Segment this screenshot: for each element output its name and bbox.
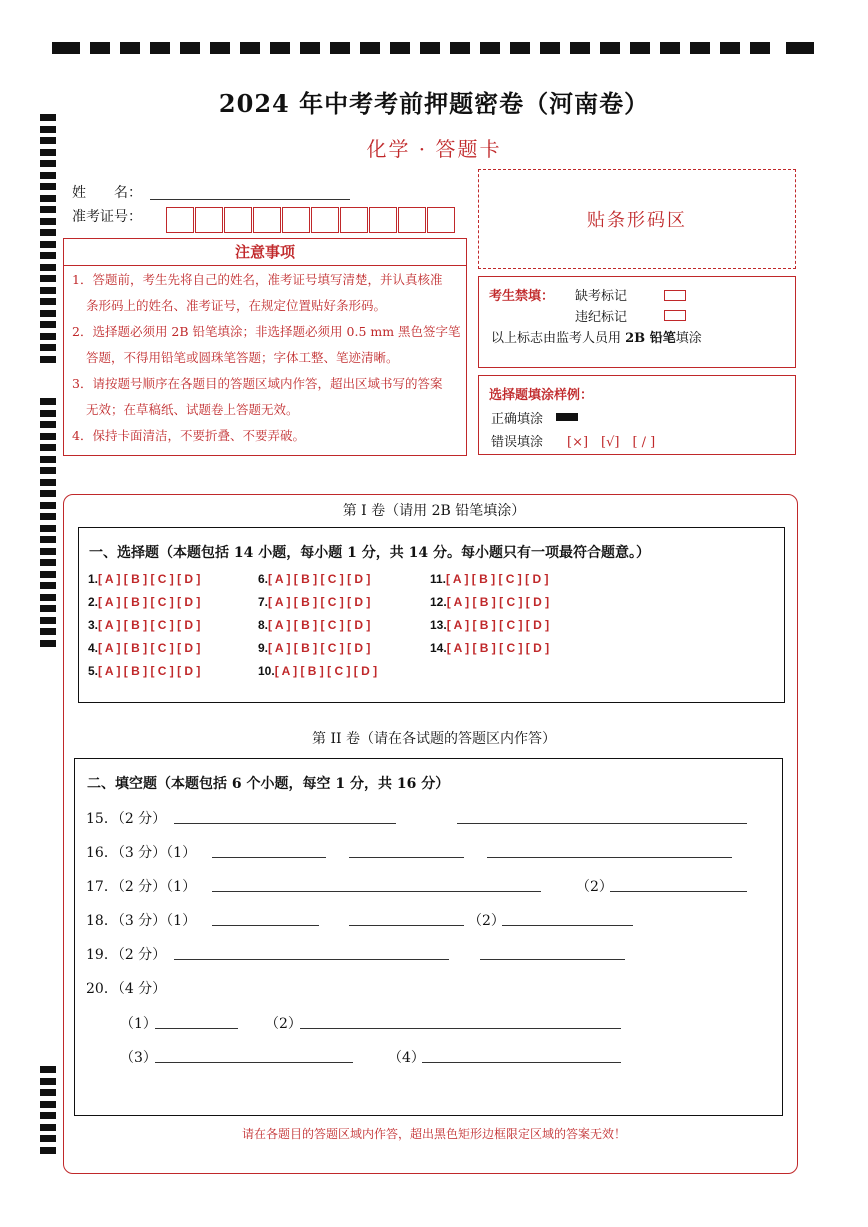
sample-title: 选择题填涂样例： bbox=[489, 388, 594, 403]
timing-mark bbox=[40, 594, 56, 601]
timing-mark bbox=[40, 218, 56, 225]
choice-question-10[interactable] bbox=[258, 664, 377, 678]
timing-mark bbox=[40, 241, 56, 248]
page-subtitle: 化学 · 答题卡 bbox=[366, 137, 502, 161]
choice-section-title: 一、选择题（本题包括 14 小题，每小题 1 分，共 14 分。每小题只有一项最符合题意。） bbox=[89, 545, 650, 561]
timing-mark bbox=[40, 617, 56, 624]
choice-number: 4. bbox=[88, 641, 99, 655]
id-digit-box[interactable] bbox=[369, 207, 397, 233]
timing-mark bbox=[40, 252, 56, 259]
choice-number: 14. bbox=[430, 641, 447, 655]
choice-number: 11. bbox=[430, 572, 447, 586]
q20-part1-label: （1） bbox=[120, 1016, 157, 1032]
timing-mark bbox=[40, 321, 56, 328]
page-title: 2024 年中考考前押题密卷（河南卷） bbox=[218, 89, 650, 118]
q17-label: 17．（2 分）（1） bbox=[86, 879, 197, 895]
choice-options[interactable]: [ A ] [ B ] [ C ] [ D ] bbox=[446, 618, 550, 632]
id-label: 准考证号： bbox=[72, 209, 142, 225]
q18-label: 18．（3 分）（1） bbox=[86, 913, 197, 929]
timing-mark bbox=[40, 195, 56, 202]
timing-mark bbox=[40, 298, 56, 305]
q16-label: 16．（3 分）（1） bbox=[86, 845, 197, 861]
q17-blank-1[interactable] bbox=[212, 891, 541, 892]
choice-question-4[interactable] bbox=[88, 641, 200, 655]
timing-mark bbox=[40, 467, 56, 474]
timing-mark bbox=[40, 344, 56, 351]
timing-marks-top bbox=[52, 42, 814, 54]
q19-blank-1[interactable] bbox=[174, 959, 449, 960]
choice-options[interactable]: [ A ] [ B ] [ C ] [ D ] bbox=[98, 572, 201, 586]
q16-blank-2[interactable] bbox=[349, 857, 464, 858]
timing-mark bbox=[40, 1147, 56, 1154]
part1-title: 第 I 卷（请用 2B 铅笔填涂） bbox=[342, 503, 526, 519]
choice-number: 7. bbox=[258, 595, 269, 609]
absent-mark-box[interactable] bbox=[664, 290, 686, 301]
wrong-label: 错误填涂 bbox=[491, 435, 544, 450]
timing-mark bbox=[40, 183, 56, 190]
q18-blank-2[interactable] bbox=[349, 925, 464, 926]
choice-number: 9. bbox=[258, 641, 269, 655]
choice-number: 2. bbox=[88, 595, 99, 609]
notice-box bbox=[63, 238, 467, 456]
timing-mark bbox=[40, 479, 56, 486]
q20-blank-3[interactable] bbox=[155, 1062, 353, 1063]
timing-mark bbox=[40, 206, 56, 213]
q18-blank-3[interactable] bbox=[502, 925, 633, 926]
q17-part2-label: （2） bbox=[576, 879, 613, 895]
choice-question-8[interactable] bbox=[258, 618, 370, 632]
timing-mark bbox=[40, 410, 56, 417]
violation-label: 违纪标记 bbox=[575, 310, 628, 325]
q19-blank-2[interactable] bbox=[480, 959, 625, 960]
notice-line: 答题，不得用铅笔或圆珠笔答题；字体工整、笔迹清晰。 bbox=[86, 350, 399, 365]
timing-mark bbox=[40, 229, 56, 236]
q16-blank-3[interactable] bbox=[487, 857, 732, 858]
choice-number: 1. bbox=[88, 572, 99, 586]
choice-options[interactable]: [ A ] [ B ] [ C ] [ D ] bbox=[268, 618, 371, 632]
notice-line: 1．答题前，考生先将自己的姓名，准考证号填写清楚，并认真核准 bbox=[72, 272, 443, 287]
q20-blank-2[interactable] bbox=[300, 1028, 621, 1029]
timing-mark bbox=[40, 628, 56, 635]
timing-mark bbox=[40, 444, 56, 451]
choice-question-6[interactable] bbox=[258, 572, 370, 586]
id-digit-box[interactable] bbox=[340, 207, 368, 233]
barcode-area: 贴条形码区 bbox=[478, 169, 796, 269]
timing-mark bbox=[40, 310, 56, 317]
choice-options[interactable]: [ A ] [ B ] [ C ] [ D ] bbox=[268, 595, 371, 609]
q15-blank-2[interactable] bbox=[457, 823, 747, 824]
timing-mark bbox=[40, 126, 56, 133]
timing-mark bbox=[40, 490, 56, 497]
timing-mark bbox=[40, 571, 56, 578]
timing-mark bbox=[40, 287, 56, 294]
choice-options[interactable]: [ A ] [ B ] [ C ] [ D ] bbox=[446, 572, 549, 586]
q15-label: 15．（2 分） bbox=[86, 811, 167, 827]
notice-line: 4．保持卡面清洁，不要折叠、不要弄破。 bbox=[72, 428, 305, 443]
name-label: 姓 名： bbox=[72, 185, 142, 201]
id-digit-box[interactable] bbox=[253, 207, 281, 233]
id-digit-box[interactable] bbox=[195, 207, 223, 233]
choice-question-2[interactable] bbox=[88, 595, 200, 609]
choice-question-13[interactable] bbox=[430, 618, 549, 632]
timing-mark bbox=[40, 398, 56, 405]
q18-part2-label: （2） bbox=[468, 913, 505, 929]
choice-options[interactable]: [ A ] [ B ] [ C ] [ D ] bbox=[268, 572, 371, 586]
choice-options[interactable]: [ A ] [ B ] [ C ] [ D ] bbox=[98, 618, 201, 632]
choice-question-7[interactable] bbox=[258, 595, 370, 609]
choice-options[interactable]: [ A ] [ B ] [ C ] [ D ] bbox=[98, 664, 201, 678]
choice-number: 13. bbox=[430, 618, 447, 632]
timing-mark bbox=[40, 1078, 56, 1085]
id-digit-box[interactable] bbox=[311, 207, 339, 233]
q17-blank-2[interactable] bbox=[610, 891, 747, 892]
choice-question-11[interactable] bbox=[430, 572, 548, 586]
choice-number: 3. bbox=[88, 618, 99, 632]
forbidden-label: 考生禁填： bbox=[489, 289, 555, 304]
q20-blank-1[interactable] bbox=[155, 1028, 238, 1029]
timing-mark bbox=[40, 640, 56, 647]
part2-title: 第 II 卷（请在各试题的答题区内作答） bbox=[312, 731, 556, 747]
timing-mark bbox=[40, 172, 56, 179]
timing-mark bbox=[40, 548, 56, 555]
id-digit-box[interactable] bbox=[224, 207, 252, 233]
timing-mark bbox=[40, 525, 56, 532]
notice-line: 2．选择题必须用 2B 铅笔填涂；非选择题必须用 0.5 mm 黑色签字笔 bbox=[72, 324, 461, 339]
timing-mark bbox=[40, 356, 56, 363]
q20-label: 20．（4 分） bbox=[86, 981, 167, 997]
choice-question-14[interactable] bbox=[430, 641, 549, 655]
timing-mark bbox=[40, 333, 56, 340]
choice-number: 12. bbox=[430, 595, 447, 609]
absent-label: 缺考标记 bbox=[575, 289, 628, 304]
choice-options[interactable]: [ A ] [ B ] [ C ] [ D ] bbox=[446, 595, 550, 609]
timing-mark bbox=[40, 456, 56, 463]
timing-mark bbox=[40, 1066, 56, 1073]
wrong-marks: [×] [√] [ / ] bbox=[567, 435, 656, 450]
id-digit-box[interactable] bbox=[166, 207, 194, 233]
choice-options[interactable]: [ A ] [ B ] [ C ] [ D ] bbox=[268, 641, 371, 655]
correct-label: 正确填涂 bbox=[491, 412, 544, 427]
id-digit-box[interactable] bbox=[427, 207, 455, 233]
q20-blank-4[interactable] bbox=[422, 1062, 621, 1063]
notice-line: 3．请按题号顺序在各题目的答题区域内作答，超出区域书写的答案 bbox=[72, 376, 443, 391]
id-digit-box[interactable] bbox=[282, 207, 310, 233]
choice-question-9[interactable] bbox=[258, 641, 370, 655]
choice-number: 6. bbox=[258, 572, 269, 586]
choice-question-12[interactable] bbox=[430, 595, 549, 609]
q16-blank-1[interactable] bbox=[212, 857, 326, 858]
timing-mark bbox=[40, 275, 56, 282]
choice-options[interactable]: [ A ] [ B ] [ C ] [ D ] bbox=[98, 595, 201, 609]
choice-question-3[interactable] bbox=[88, 618, 200, 632]
q20-part4-label: （4） bbox=[388, 1050, 425, 1066]
violation-mark-box[interactable] bbox=[664, 310, 686, 321]
choice-number: 8. bbox=[258, 618, 269, 632]
name-field[interactable] bbox=[150, 199, 350, 200]
id-digit-box[interactable] bbox=[398, 207, 426, 233]
timing-mark bbox=[40, 559, 56, 566]
choice-options[interactable]: [ A ] [ B ] [ C ] [ D ] bbox=[446, 641, 550, 655]
fill-section-title: 二、填空题（本题包括 6 个小题，每空 1 分，共 16 分） bbox=[87, 776, 450, 792]
timing-mark bbox=[40, 1101, 56, 1108]
timing-mark bbox=[40, 1112, 56, 1119]
choice-question-5[interactable] bbox=[88, 664, 200, 678]
forbidden-note: 以上标志由监考人员用 2B 铅笔填涂 bbox=[491, 331, 702, 346]
timing-mark bbox=[40, 536, 56, 543]
filled-mark bbox=[556, 413, 578, 421]
timing-mark bbox=[40, 582, 56, 589]
timing-mark bbox=[40, 421, 56, 428]
timing-mark bbox=[40, 1089, 56, 1096]
timing-mark bbox=[40, 433, 56, 440]
fill-sample-box bbox=[478, 375, 796, 455]
q20-part2-label: （2） bbox=[265, 1016, 302, 1032]
q19-label: 19．（2 分） bbox=[86, 947, 167, 963]
forbidden-box bbox=[478, 276, 796, 368]
choice-number: 10. bbox=[258, 664, 275, 678]
choice-options[interactable]: [ A ] [ B ] [ C ] [ D ] bbox=[98, 641, 201, 655]
notice-line: 无效；在草稿纸、试题卷上答题无效。 bbox=[86, 402, 299, 417]
timing-mark bbox=[40, 605, 56, 612]
choice-options[interactable]: [ A ] [ B ] [ C ] [ D ] bbox=[274, 664, 378, 678]
footer-warning: 请在各题目的答题区域内作答，超出黑色矩形边框限定区域的答案无效！ bbox=[241, 1127, 626, 1141]
choice-question-1[interactable] bbox=[88, 572, 200, 586]
q18-blank-1[interactable] bbox=[212, 925, 319, 926]
q20-part3-label: （3） bbox=[120, 1050, 157, 1066]
q15-blank-1[interactable] bbox=[174, 823, 396, 824]
choice-number: 5. bbox=[88, 664, 99, 678]
notice-heading: 注意事项 bbox=[64, 239, 466, 266]
notice-line: 条形码上的姓名、准考证号，在规定位置贴好条形码。 bbox=[86, 298, 387, 313]
timing-mark bbox=[40, 264, 56, 271]
